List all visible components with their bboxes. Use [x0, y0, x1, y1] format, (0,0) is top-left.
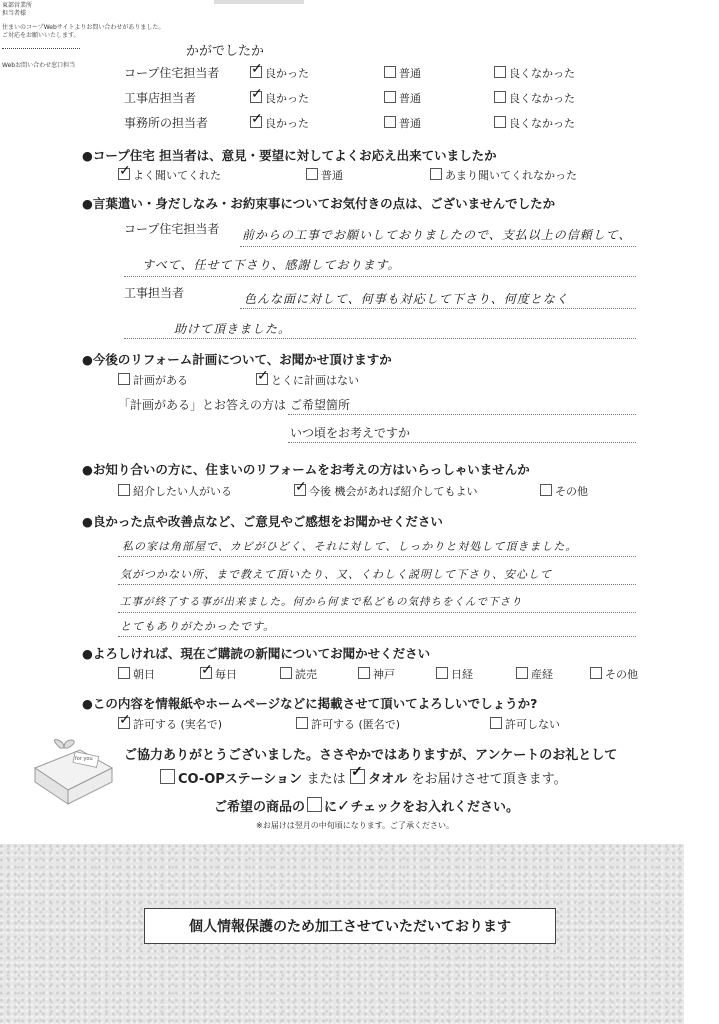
question-feedback: ●良かった点や改善点など、ご意見やご感想をお聞かせください [82, 514, 443, 529]
row3-good[interactable]: ✓ 良かった [250, 115, 309, 131]
checkbox-icon[interactable] [294, 484, 306, 496]
gift-1: CO-OPステーション [178, 772, 303, 787]
checkbox-icon[interactable] [118, 484, 130, 496]
paper-other[interactable]: その他 [590, 666, 638, 682]
divider [2, 48, 80, 49]
paper-nikkei[interactable]: 日経 [436, 666, 473, 682]
checkbox-icon[interactable] [200, 667, 212, 679]
notice-line-1: 住まいのコープWebサイトよりお問い合わせがありました。 [2, 24, 165, 31]
row-label-coop: コープ住宅担当者 [124, 66, 220, 80]
privacy-notice: 個人情報保護のため加工させていただいております [144, 908, 556, 944]
line3-c: チェックをお入れください。 [350, 800, 520, 815]
paper-yomiuri[interactable]: 読売 [280, 666, 317, 682]
notice-line-2: ご対応をお願いいたします。 [2, 32, 80, 39]
write-line [240, 308, 636, 309]
checkbox-icon[interactable] [250, 91, 262, 103]
publish-opt-3[interactable]: 許可しない [490, 716, 560, 732]
handwritten-coop-1: 前からの工事でお願いしておりましたので、支払以上の信頼して、 [242, 228, 632, 242]
delivery-note: ※お届けは翌月の中旬頃になります。ご了承ください。 [256, 821, 455, 830]
row3-normal[interactable]: 普通 [384, 115, 421, 131]
referral-opt-2[interactable]: ✓ 今後 機会があれば紹介してもよい [294, 483, 478, 499]
paper-mainichi[interactable]: ✓ 毎日 [200, 666, 237, 682]
paper-sankei[interactable]: 産経 [516, 666, 553, 682]
publish-opt-1[interactable]: ✓許可する (実名で) [118, 716, 222, 732]
handwritten-feedback-3: 工事が終了する事が出来ました。何から何まで私どもの気持ちをくんで下さり [120, 596, 523, 608]
checkbox-icon[interactable] [490, 717, 502, 729]
gift-choice-row [160, 768, 567, 787]
question-publish: ●この内容を情報紙やホームページなどに掲載させて頂いてよろしいでしょうか? [82, 696, 538, 711]
or-text: または [306, 772, 346, 787]
question-referral: ●お知り合いの方に、住まいのリフォームをお考えの方はいらっしゃいませんか [82, 462, 530, 477]
checkbox-icon[interactable] [384, 91, 396, 103]
row1-good[interactable]: ✓ 良かった [250, 65, 309, 81]
sample-box-icon [307, 797, 322, 812]
write-line [124, 276, 636, 277]
checkbox-icon[interactable] [358, 667, 370, 679]
question-newspaper: ●よろしければ、現在ご購読の新聞についてお聞かせください [82, 646, 431, 661]
plan-opt-2[interactable]: ✓ とくに計画はない [256, 372, 359, 388]
write-line [118, 612, 636, 613]
referral-opt-3[interactable]: その他 [540, 483, 588, 499]
checkbox-icon[interactable] [296, 717, 308, 729]
row1-normal[interactable]: 普通 [384, 65, 421, 81]
publish-opt-2[interactable]: 許可する (匿名で) [296, 716, 400, 732]
plan-place-label: ご希望箇所 [290, 398, 351, 412]
plan-opt-1[interactable]: 計画がある [118, 372, 188, 388]
checkbox-icon[interactable] [250, 116, 262, 128]
checkbox-icon[interactable] [118, 667, 130, 679]
listen-opt-1[interactable]: ✓よく聞いてくれた [118, 167, 221, 183]
line3-a: ご希望の商品の [214, 800, 306, 815]
write-line [288, 442, 636, 443]
referral-opt-1[interactable]: 紹介したい人がいる [118, 483, 232, 499]
gift-icon [30, 738, 115, 808]
checkbox-icon[interactable] [280, 667, 292, 679]
line3-b: に [324, 800, 338, 815]
plan-followup: 「計画がある」とお答えの方は [118, 398, 287, 412]
web-inquiry: Webお問い合わせ窓口担当 [2, 62, 76, 69]
coop-station-checkbox[interactable] [160, 769, 175, 784]
row1-bad[interactable]: 良くなかった [494, 65, 575, 81]
handwritten-coop-2: すべて、任せて下さり、感謝しております。 [142, 258, 401, 272]
checkbox-icon[interactable] [384, 66, 396, 78]
paper-kobe[interactable]: 神戸 [358, 666, 395, 682]
question-manners: ●言葉遣い・身だしなみ・お約束事についてお気付きの点は、ございませんでしたか [82, 196, 556, 211]
checkbox-icon[interactable] [384, 116, 396, 128]
row2-bad[interactable]: 良くなかった [494, 90, 575, 106]
row2-good[interactable]: ✓ 良かった [250, 90, 309, 106]
checkbox-icon[interactable] [118, 373, 130, 385]
row-label-builder: 工事店担当者 [124, 91, 197, 105]
checkbox-icon[interactable] [540, 484, 552, 496]
thanks-line-3 [214, 796, 519, 815]
manners-builder-label: 工事担当者 [124, 286, 185, 300]
question-listen: ●コープ住宅 担当者は、意見・要望に対してよくお応え出来ていましたか [82, 148, 497, 163]
attendant: 担当者様 [2, 10, 27, 17]
listen-opt-3[interactable]: あまり聞いてくれなかった [430, 167, 577, 183]
handwritten-feedback-4: とてもありがたかったです。 [120, 620, 276, 633]
checkbox-icon[interactable] [250, 66, 262, 78]
row-label-office: 事務所の担当者 [124, 116, 209, 130]
checkbox-icon[interactable] [516, 667, 528, 679]
row3-bad[interactable]: 良くなかった [494, 115, 575, 131]
towel-checkbox[interactable] [350, 769, 365, 784]
checkbox-icon[interactable] [494, 116, 506, 128]
write-line [118, 636, 636, 637]
write-line [118, 584, 636, 585]
plan-when-label: いつ頃をお考えですか [290, 426, 411, 440]
checkbox-icon[interactable] [306, 168, 318, 180]
row2-normal[interactable]: 普通 [384, 90, 421, 106]
gift-tag-text: for you [75, 756, 93, 762]
write-line [124, 338, 636, 339]
office-name: 東部営業所 [2, 2, 33, 9]
checkbox-icon[interactable] [494, 66, 506, 78]
manners-coop-label: コープ住宅担当者 [124, 222, 220, 236]
checkbox-icon[interactable] [118, 717, 130, 729]
staff-title: かがでしたか [186, 44, 265, 59]
question-plan: ●今後のリフォーム計画について、お聞かせ頂けますか [82, 352, 392, 367]
paper-asahi[interactable]: 朝日 [118, 666, 155, 682]
checkbox-icon[interactable] [118, 168, 130, 180]
checkbox-icon[interactable] [430, 168, 442, 180]
gift-box-illustration [30, 738, 115, 808]
checkbox-icon[interactable] [436, 667, 448, 679]
checkbox-icon[interactable] [494, 91, 506, 103]
check-mark-icon: ✓ [337, 796, 351, 815]
write-line [118, 556, 636, 557]
listen-opt-2[interactable]: 普通 [306, 167, 343, 183]
redacted-area [0, 844, 684, 1024]
gift-2: タオル [368, 772, 408, 787]
write-line [240, 246, 636, 247]
handwritten-feedback-1: 私の家は角部屋で、カビがひどく、それに対して、しっかりと対処して頂きました。 [122, 540, 578, 553]
write-line [288, 414, 636, 415]
checkbox-icon[interactable] [590, 667, 602, 679]
handwritten-builder-2: 助けて頂きました。 [174, 322, 292, 336]
thanks-line-1: ご協力ありがとうございました。ささやかではありますが、アンケートのお礼として [124, 748, 618, 763]
checkbox-icon[interactable] [256, 373, 268, 385]
top-edge [214, 0, 304, 4]
handwritten-feedback-2: 気がつかない所、まで教えて頂いたり、又、くわしく説明して下さり、安心して [120, 568, 552, 581]
send-text: をお届けさせて頂きます。 [411, 772, 567, 787]
handwritten-builder-1: 色んな面に対して、何事も対応して下さり、何度となく [244, 292, 569, 306]
